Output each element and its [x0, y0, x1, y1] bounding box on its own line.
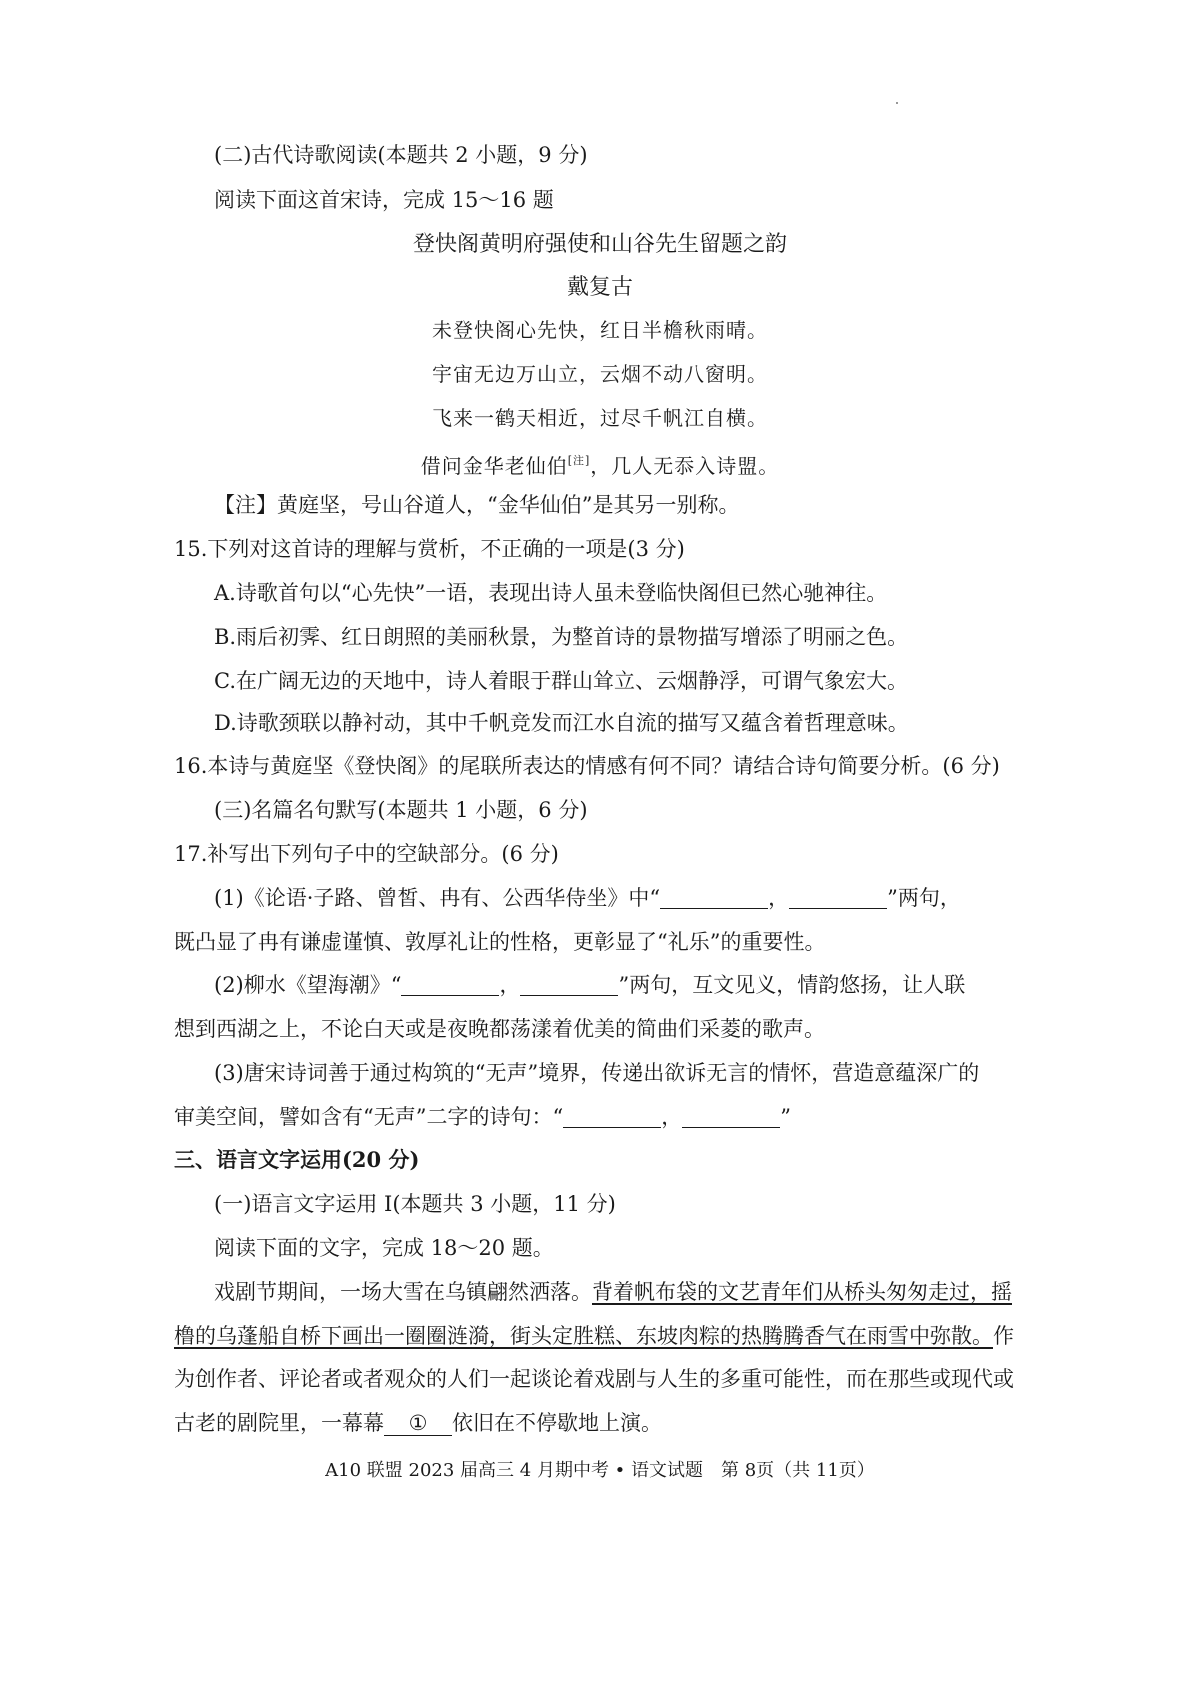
passage-line-4-first: 古老的剧院里，一幕幕 — [174, 1411, 384, 1435]
poem-note: 【注】黄庭坚，号山谷道人，“金华仙伯”是其另一别称。 — [214, 493, 740, 517]
q17-item2-line1 — [214, 970, 965, 1000]
poem-line-2: 宇宙无边万山立，云烟不动八窗明。 — [432, 362, 768, 386]
q17-item1-sep: ， — [768, 886, 790, 910]
passage-line-2-underlined: 橹的乌蓬船自桥下画出一圈圈涟漪，街头定胜糕、东坡肉粽的热腾腾香气在雨雪中弥散。 — [174, 1324, 993, 1348]
q17-item1-blank-2[interactable] — [789, 886, 887, 909]
poem-author: 戴复古 — [566, 275, 633, 300]
q17-item3-sep: ， — [661, 1105, 683, 1129]
q17-item2-line2: 想到西湖之上，不论白天或是夜晚都荡漾着优美的简曲们采菱的歌声。 — [174, 1017, 825, 1041]
passage-line-4-second: 依旧在不停歇地上演。 — [452, 1411, 662, 1435]
poetry-instruction: 阅读下面这首宋诗，完成 15～16 题 — [214, 188, 554, 212]
q17-item1-prefix: (1)《论语·子路、曾皙、冉有、公西华侍坐》中“ — [214, 886, 661, 910]
q17-item2-suffix: ”两句，互文见义，情韵悠扬，让人联 — [618, 973, 966, 997]
q15-option-d: D.诗歌颈联以静衬动，其中千帆竞发而江水自流的描写又蕴含着哲理意味。 — [214, 711, 909, 735]
poem-line-3: 飞来一鹤天相近，过尽千帆江自横。 — [432, 406, 768, 430]
q17-item3-suffix: ” — [780, 1105, 791, 1129]
q17-item2-sep: ， — [499, 973, 521, 997]
q17-item3-blank-2[interactable] — [682, 1105, 780, 1128]
q17-item1-line2: 既凸显了冉有谦虚谨慎、敦厚礼让的性格，更彰显了“礼乐”的重要性。 — [174, 930, 826, 954]
q15-option-b: B.雨后初霁、红日朗照的美丽秋景，为整首诗的景物描写增添了明丽之色。 — [214, 625, 909, 649]
q17-item3-prefix: 审美空间，譬如含有“无声”二字的诗句：“ — [174, 1105, 564, 1129]
passage-line-4 — [174, 1408, 662, 1438]
q16-stem: 16.本诗与黄庭坚《登快阁》的尾联所表达的情感有何不同？请结合诗句简要分析。(6 分) — [174, 754, 1000, 778]
passage-blank-1[interactable]: ① — [384, 1411, 452, 1436]
page-footer: A10 联盟 2023 届高三 4 月期中考 • 语文试题 第 8页（共 11页） — [325, 1460, 875, 1481]
passage-line-1-underlined: 背着帆布袋的文艺青年们从桥头匆匆走过，摇 — [592, 1280, 1012, 1304]
poem-title: 登快阁黄明府强使和山谷先生留题之韵 — [412, 232, 787, 257]
poem-line-1: 未登快阁心先快，红日半檐秋雨晴。 — [432, 318, 768, 342]
part3-instruction: 阅读下面的文字，完成 18～20 题。 — [214, 1236, 554, 1260]
passage-line-2-plain: 作 — [993, 1324, 1014, 1348]
q17-item3-blank-1[interactable] — [563, 1105, 661, 1128]
part3-sub-heading: (一)语言文字运用 I(本题共 3 小题，11 分) — [214, 1192, 616, 1216]
poetry-section-heading: (二)古代诗歌阅读(本题共 2 小题，9 分) — [214, 143, 588, 167]
poem-line-4 — [0, 446, 1200, 481]
q17-item2-blank-2[interactable] — [520, 973, 618, 996]
passage-line-3: 为创作者、评论者或者观众的人们一起谈论着戏剧与人生的多重可能性，而在那些或现代或 — [174, 1367, 1014, 1391]
q17-item1-blank-1[interactable] — [660, 886, 768, 909]
stray-dot-mark — [896, 102, 898, 104]
passage-line-1 — [214, 1277, 1012, 1307]
passage-line-2 — [174, 1321, 1014, 1351]
q17-item2-prefix: (2)柳水《望海潮》“ — [214, 973, 402, 997]
q17-item3-line2 — [174, 1102, 791, 1132]
q15-stem: 15.下列对这首诗的理解与赏析，不正确的一项是(3 分) — [174, 537, 685, 561]
note-marker: [注] — [567, 454, 591, 467]
poem-line-4-second: ，几人无忝入诗盟。 — [590, 454, 780, 478]
poem-line-4-first: 借问金华老仙伯 — [420, 454, 568, 478]
q15-option-a: A.诗歌首句以“心先快”一语，表现出诗人虽未登临快阁但已然心驰神往。 — [214, 581, 888, 605]
q17-item1-line1 — [214, 883, 961, 913]
q17-item3-line1: (3)唐宋诗词善于通过构筑的“无声”境界，传递出欲诉无言的情怀，营造意蕴深广的 — [214, 1061, 980, 1085]
q17-stem: 17.补写出下列句子中的空缺部分。(6 分) — [174, 842, 559, 866]
q15-option-c: C.在广阔无边的天地中，诗人着眼于群山耸立、云烟静浮，可谓气象宏大。 — [214, 669, 908, 693]
recital-section-heading: (三)名篇名句默写(本题共 1 小题，6 分) — [214, 798, 588, 822]
q17-item1-suffix: ”两句， — [887, 886, 961, 910]
part3-heading: 三、语言文字运用(20 分) — [174, 1147, 420, 1172]
q17-item2-blank-1[interactable] — [401, 973, 499, 996]
passage-line-1-plain: 戏剧节期间，一场大雪在乌镇翩然洒落。 — [214, 1280, 592, 1304]
